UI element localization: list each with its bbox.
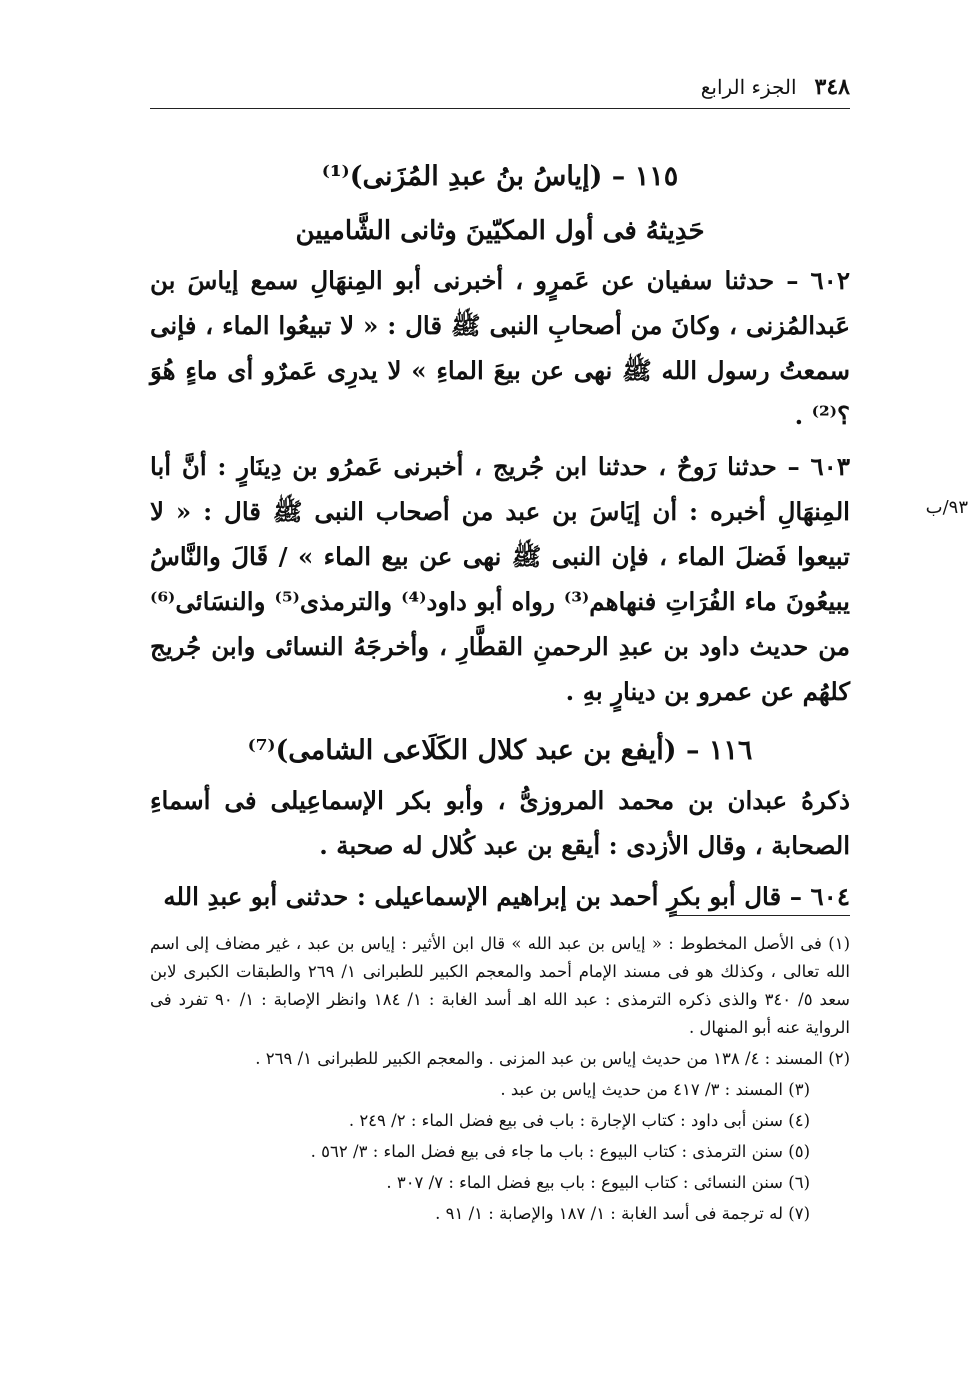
- header-divider: [150, 108, 850, 109]
- entry-116-text: ذكرهُ عبدان بن محمد المروزىُّ ، وأبو بكر الإسماعِيلى فى أسماءِ الصحابة ، وقال الأزدى : أيقع بن عبد كُلال له صحبة .: [150, 786, 850, 860]
- hadith-603: ٦٠٣ – حدثنا رَوحٌ ، حدثنا ابن جُريج ، أخبرنى عَمرُو بن دِينَارٍ : أنَّ أبا المِنهَالِ أخبره : أن إيَاسَ بن عبد من أصحاب النبى ﷺ قال : « لا تبيعوا فَضلَ الماء ، فإن النبى ﷺ نهى عن بيع الماء » / قَالَ والنَّاسُ يبيعُونَ ماء الفُرَاتِ فنهاهم⁽³⁾ رواه أبو داود⁽⁴⁾ والترمذى⁽⁵⁾ والنسَائى⁽⁶⁾ من حديث داود بن عبدِ الرحمنِ القطَّارِ ، وأخرجَهُ النسائى وابن جُريج كلهُم عن عمرو بن دينارٍ بهِ .: [150, 452, 850, 706]
- footnote-5: (٥) سنن الترمذى : كتاب البيوع : باب ما جاء فى بيع فضل الماء : ٣/ ٥٦٢ .: [310, 1142, 810, 1161]
- page-header: [150, 72, 850, 102]
- hadith-604: ٦٠٤ – قال أبو بكرٍ أحمد بن إبراهيم الإسماعيلى : حدثنى أبو عبدِ الله: [163, 882, 850, 911]
- entry-title-115: ١١٥ – (إياسُ بنُ عبدِ المُزَنى)⁽¹⁾: [321, 161, 679, 192]
- entry-title-116: ١١٦ – (أيفع بن عبد كلال الكَلَاعى الشامى)⁽⁷⁾: [247, 735, 753, 766]
- entry-subtitle-115: حَدِيثهُ فى أول المكيّينَ وثانى الشَّاميين: [295, 216, 705, 246]
- margin-note: ٩٣/ب: [925, 497, 968, 518]
- footnote-4: (٤) سنن أبى داود : كتاب الإجارة : باب فى بيع فضل الماء : ٢/ ٢٤٩ .: [348, 1111, 810, 1130]
- page-number: ٣٤٨: [814, 74, 850, 100]
- footnote-2: (٢) المسند : ٤/ ١٣٨ من حديث إياس بن عبد المزنى . والمعجم الكبير للطبرانى ١/ ٢٦٩ .: [255, 1049, 850, 1068]
- footnote-3: (٣) المسند : ٣/ ٤١٧ من حديث إياس بن عبد .: [500, 1080, 810, 1099]
- footnote-6: (٦) سنن النسائى : كتاب البيوع : باب بيع فضل الماء : ٧/ ٣٠٧ .: [386, 1173, 810, 1192]
- hadith-602: ٦٠٢ – حدثنا سفيان عن عَمرٍو ، أخبرنى أبو المِنهَالِ سمع إياسَ بن عَبدالمُزنى ، وكانَ من أصحابِ النبى ﷺ قال : « لا تبيعُوا الماء ، فإنى سمعتُ رسول الله ﷺ نهى عن بيعَ الماءِ » لا يدرِى عَمرٌو أى ماءٍ هُوَ ؟⁽²⁾ .: [150, 266, 850, 430]
- footnote-7: (٧) له ترجمة فى أسد الغابة : ١/ ١٨٧ والإصابة : ١/ ٩١ .: [435, 1204, 810, 1223]
- footnotes: [150, 930, 850, 1231]
- footnote-1: (١) فى الأصل المخطوط : « إياس بن عبد الله » قال ابن الأثير : إياس بن عبد ، غير مضاف إلى اسم الله تعالى ، وكذلك هو فى مسند الإمام أحمد والمعجم الكبير للطبرانى ١/ ٢٦٩ والطبقات الكبرى لابن سعد ٥/ ٣٤٠ والذى ذكره الترمذى : عبد الله اهـ أسد الغابة : ١/ ١٨٤ وانظر الإصابة : ١/ ٩٠ تفرد فى الرواية عنه أبو المنهال .: [150, 934, 850, 1037]
- footnote-divider: [670, 915, 850, 916]
- main-text: [150, 140, 850, 919]
- part-label: الجزء الرابع: [700, 75, 797, 99]
